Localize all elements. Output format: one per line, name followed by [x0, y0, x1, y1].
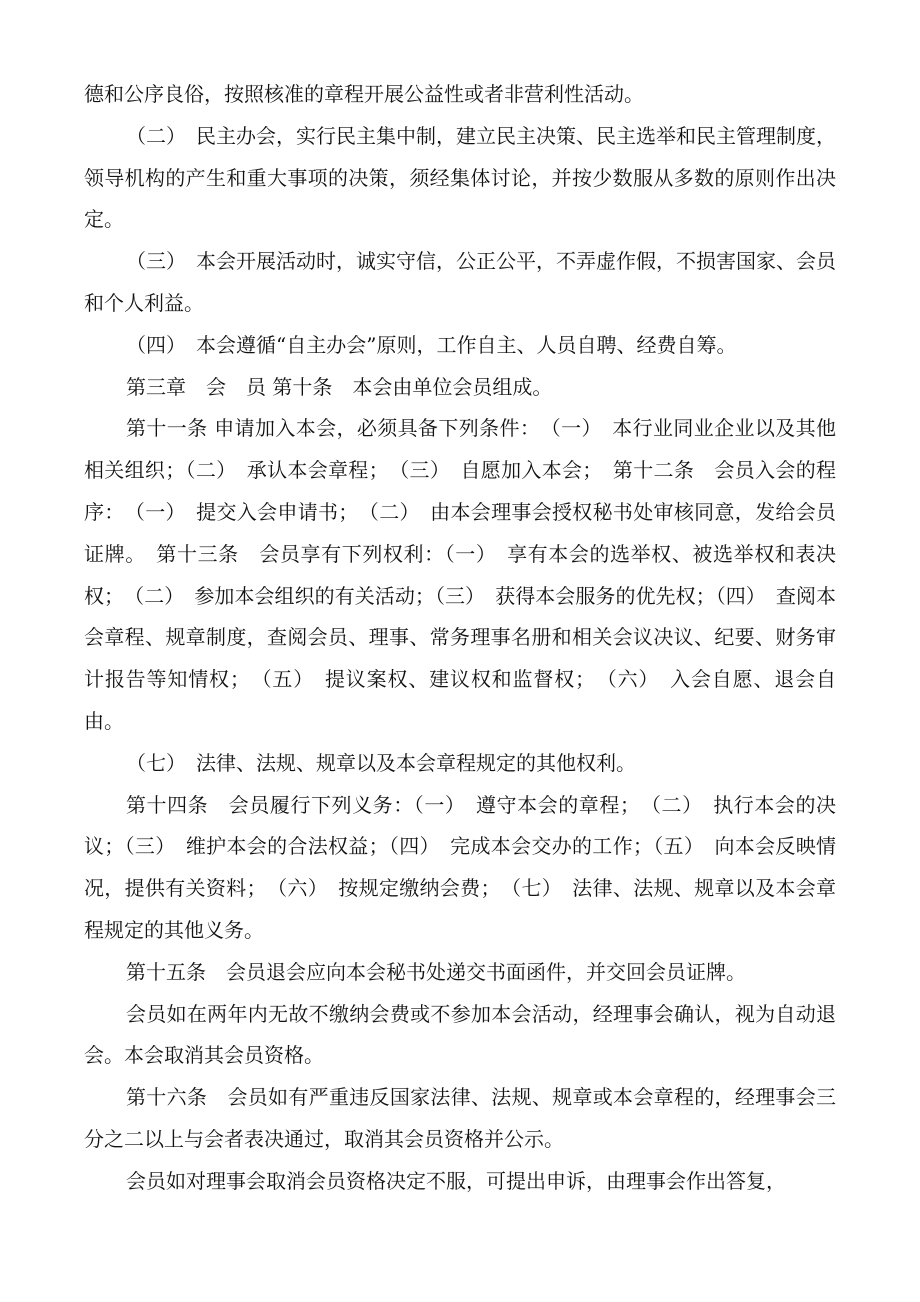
document-page	[84, 74, 836, 1203]
paragraph-auto-withdrawal: 会员如在两年内无故不缴纳会费或不参加本会活动，经理事会确认，视为自动退会。本会取消其会员资格。	[84, 1001, 836, 1068]
paragraph-appeal: 会员如对理事会取消会员资格决定不服，可提出申诉，由理事会作出答复，	[126, 1168, 786, 1193]
paragraph-3: （三） 本会开展活动时，诚实守信，公正公平，不弄虚作假，不损害国家、会员和个人利益。	[84, 249, 836, 315]
paragraph-article-16: 第十六条 会员如有严重违反国家法律、法规、规章或本会章程的，经理事会三分之二以上与会者表决通过，取消其会员资格并公示。	[84, 1085, 836, 1151]
paragraph-article-11-13: 第十一条 申请加入本会，必须具备下列条件： （一） 本行业同业企业以及其他相关组织；（二） 承认本会章程； （三） 自愿加入本会； 第十二条 会员入会的程序： （一） 提交入会申请书； （二） 由本会理事会授权秘书处审核同意，发给会员证牌。 第十三条 会员享有下列权利：（一） 享有本会的选举权、被选举权和表决权； （二） 参加本会组织的有关活动；（三） 获得本会服务的优先权；（四） 查阅本会章程、规章制度，查阅会员、理事、常务理事名册和相关会议决议、纪要、财务审计报告等知情权； （五） 提议案权、建议权和监督权； （六） 入会自愿、退会自由。	[84, 416, 836, 733]
paragraph-4: （四） 本会遵循“自主办会”原则，工作自主、人员自聘、经费自筹。	[126, 332, 737, 357]
paragraph-article-15: 第十五条 会员退会应向本会秘书处递交书面函件，并交回会员证牌。	[126, 959, 746, 984]
paragraph-7: （七） 法律、法规、规章以及本会章程规定的其他权利。	[126, 750, 636, 775]
chapter-3-heading: 第三章 会 员 第十条 本会由单位会员组成。	[126, 374, 553, 399]
paragraph-article-14: 第十四条 会员履行下列义务：（一） 遵守本会的章程； （二） 执行本会的决议；（三） 维护本会的合法权益；（四） 完成本会交办的工作；（五） 向本会反映情况，提供有关资料； （六） 按规定缴纳会费； （七） 法律、法规、规章以及本会章程规定的其他义务。	[84, 792, 836, 942]
paragraph-1: 德和公序良俗，按照核准的章程开展公益性或者非营利性活动。	[84, 82, 644, 106]
paragraph-2: （二） 民主办会，实行民主集中制，建立民主决策、民主选举和民主管理制度，领导机构的产生和重大事项的决策，须经集体讨论，并按少数服从多数的原则作出决定。	[84, 123, 836, 232]
